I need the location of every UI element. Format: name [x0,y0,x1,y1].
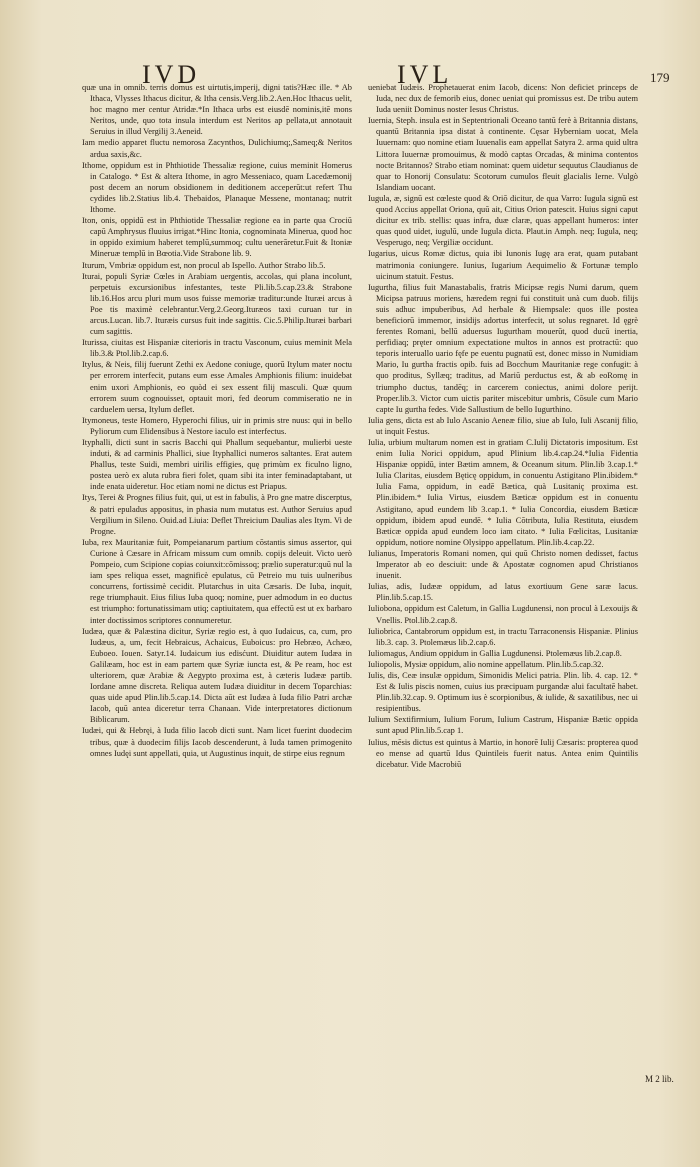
dictionary-entry: Iturum, Vmbriæ oppidum est, non procul ab Ispello. Author Strabo lib.5. [82,260,326,270]
dictionary-entry: Iuliomagus, Andium oppidum in Gallia Lugdunensi. Ptolemæus lib.2.cap.8. [368,648,622,658]
dictionary-entry: quæ una in omnib. terris domus est uirtutis,imperij, digni tatis?Hæc ille. * Ab Ithaca, Vlysses Ithacus dicitur, & Itha censis.Verg.lib.2.Aen.Hoc Ithacus uelit, hoc magno mer centur Atridæ.*In Ithaca urbs est eiusdē nominis,itē mons Neritos, unde, quo tota insula interdum est Neritos ap pellata,ut annotauit Seruius in illud Vergilij 3.Aeneid. [82,83,352,137]
dictionary-entry: Itymoneus, teste Homero, Hyperochi filius, uir in primis stre nuus: qui in bello Pyliorum cum Elidensibus à Nestore iaculo est interfectus. [82,415,352,436]
right-column [368,82,638,1087]
dictionary-entry: Itylus, & Neis, filij fuerunt Zethi ex Aedone coniuge, quorū Itylum mater noctu per errorem interfecit, putans eum esse Amales Amphionis filium: inuidebat enim uxori Amphionis, eo quòd ei sex essent filij masculi. Quæ quum errorem suum cognouisset, optauit mori, fed deorum commiseratio ne in carduelem uersa, Itylum deflet. [82,360,352,414]
dictionary-entry: Iudæi, qui & Hebręi, à Iuda filio Iacob dicti sunt. Nam licet fuerint duodecim tribus, quæ à duodecim filijs Iacob descenderunt, à Iuda tamen primogenito omnes Iudęi sunt appellati, quia, ut Augustinus inquit, de stirpe eius regnum [82,726,352,758]
dictionary-entry: ueniebat Iudæis. Prophetauerat enim Iacob, dicens: Non deficiet princeps de Iuda, nec dux de femorib eius, donec ueniat qui promissus est. De tribu autem Iuda ueniit Dominus noster Iesus Christus. [368,83,638,115]
dictionary-entry: Iam medio apparet fluctu nemorosa Zacynthos, Dulichiumq;,Sameq;& Neritos ardua saxis,&c. [82,138,352,159]
dictionary-entry: Iudæa, quæ & Palæstina dicitur, Syriæ regio est, à quo Iudaicus, ca, cum, pro Iudæus, a, um, fecit Hebraicus, Achaicus, Euboicus: pro Hebræo, Achæo, Euboeo. Iouen. Satyr.14. Iudaicum ius edisćunt. Diuiditur autem Iudæa in Galilæam, hoc est in eam partem quæ Syriæ iuncta est, & Pe ream, hoc est ulteriorem, quæ Arabiæ & Aegypto proxima est, à cæteris Iudææ partib. Iordane amne discreta. Reliqua autem Iudæa diuiditur in decem Toparchias: quas uide apud Plin.lib.5.cap.14. Dicta aūt est Iudæa à Iuda filio Patri archæ Iacob, quū antea diceretur terra Chanaan. Vide interpretatores dictionum Biblicarum. [82,626,352,725]
dictionary-entry: Iulianus, Imperatoris Romani nomen, qui quū Christo nomen dedisset, factus Imperator ab eo desciuit: unde & Apostatæ cognomen apud Christianos inuenit. [368,548,638,581]
dictionary-entry: Iuliopolis, Mysiæ oppidum, alio nomine appellatum. Plin.lib.5.cap.32. [368,659,604,669]
dictionary-entry: Ithome, oppidum est in Phthiotide Thessaliæ regione, cuius meminit Homerus in Catalogo. * Est & altera Ithome, in agro Messeniaco, quam Lacedæmonij post decem an norum obsidionem in deditionem acceperūt:ut refert Thu cydides lib.2.Statius lib.4. Thebaidos, Planaque Messene, montanaq; nutrit Ithome. [82,160,352,215]
header-left: IVD [142,60,201,89]
dictionary-entry: Iulia, urbium multarum nomen est in gratiam C.Iulij Dictatoris impositum. Est enim Iulia Norici oppidum, apud Plinium lib.4.cap.24.*Iulia Fidentia Hispaniæ oppidū, inter Bætim amnem, & Oceanum situm. Plin.lib 3.cap.1.* Iulia Claritas, eiusdem Bęticę oppidum, in conuentu Astigitano Plin.ibidem.* Iulia Fama, oppidum, in eadē Bætica, quà Lusitaniç proxima est. Plin.ibidem.* Iulia Virtus, eiusdem Bæticæ oppidum est in conuentu Astigitano, apud eundem lib 3.cap.1. * Iulia Concordia, eiusdem Bæticæ oppidum, ibidem apud eundē. * Iulia Cōtributa, Iulia Restituta, eiusdem Bæticæ oppida apud eundem loco iam citato. * Iulia Fœlicitas, Lusitaniæ oppidum, notiore nomine Olysippo appellatum. Plin.lib.4.cap.22. [368,438,638,547]
dictionary-entry: Iturissa, ciuitas est Hispaniæ citerioris in tractu Vasconum, cuius meminit Mela lib.3.& Ptol.lib.2.cap.6. [82,338,352,359]
catchword: M 2 lib. [645,1074,674,1084]
dictionary-entry: Ityphalli, dicti sunt in sacris Bacchi qui Phallum sequebantur, mulierbi ueste induti, & ad carminis Phallici, siue Ityphallici numeros saltantes. Erat autem Phallus, teste Suidi, membri uirilis effigies, quę primùm ex ficulno ligno, postea uerò ex aluta rubra fieri folet, quam sibi ita inter feminadaptabant, ut inde enata uideretur. Hoc etiam nomi ne dictus est Priapus. [82,438,352,492]
dictionary-entry: Iuliobrica, Cantabrorum oppidum est, in tractu Tarraconensis Hispaniæ. Plinius lib.3. cap. 3. Ptolemæus lib.2.cap.6. [368,626,638,647]
dictionary-entry: Iuliobona, oppidum est Caletum, in Gallia Lugdunensi, non procul à Lexouijs & Vnellis. Ptol.lib.2.cap.8. [368,604,638,625]
dictionary-entry: Iton, onis, oppidū est in Phthiotide Thessaliæ regione ea in parte qua Crociū capū Amphrysus fluuius irrigat.*Hinc Itonia, cognominata Minerua, quod hoc in oppido eximium haberet templū,summoq; cultu uenerāretur.Fuit & Itoniæ Mineruæ templū in Bœotia.Vide Strabone lib. 9. [82,216,352,259]
dictionary-entry: Iulia gens, dicta est ab Iulo Ascanio Aeneæ filio, siue ab Iulo, Iuli Ascanij filio, ut inquit Festus. [368,415,638,436]
dictionary-entry: Itys, Terei & Prognes filius fuit, qui, ut est in fabulis, à Pro gne matre discerptus, & patri epuladus appositus, in phasia num mutatus est. Author Seruius apud Vergilium in Sileno. Ouid.ad Liuia: Deflet Threicium Daulias ales Itym. Vi de Progne. [82,493,352,536]
dictionary-entry: Iugula, æ, signū est cœleste quod & Oriō dicitur, de qua Varro: Iugula signū est quod Accius appellat Oriona, quū ait, Citius Orion patescit. Huius signi caput dicitur ex trib. stellis: quas infra, duæ claræ, quas appellant humeros: inter quas quod uidet, iugulū, unde Iugula dicta. Plaut.in Amph. neq; Iugula, neq; Vesperugo, neq; Vergiliæ occidunt. [368,193,638,248]
dictionary-entry: Iturai, populi Syriæ Cœles in Arabiam uergentis, accolas, qui plana incolunt, perpetuis excursionibus infestantes, teste Pli.lib.5.cap.23.& Strabone lib.16.Hos arcu pluri mum usos fuisse memoriæ traditur:unde Ituræi arcus à Poe tis maximè celebrantur.Verg.2.Georg.Ituræos taxi curuan tur in arcus.Lucan. lib.7. Ituræis cursus fuit inde sagittis. Cic.5.Philip.Ituræi barbari cum sagittis. [82,271,352,337]
left-column [82,82,352,1087]
dictionary-entry: Iulium Sextifirmium, Iulium Forum, Iulium Castrum, Hispaniæ Bætic oppida sunt apud Plin.lib.5.cap 1. [368,715,638,736]
page-number: 179 [650,70,670,85]
dictionary-entry: Iulis, dis, Ceæ insulæ oppidum, Simonidis Melici patria. Plin. lib. 4. cap. 12. * Est & Iulis piscis nomen, cuius ius præcipuam purgandæ alui facultatē habet. Plin.lib.32.cap. 9. Optimum ius è scorpionibus, & iulide, & saxatilibus, nec ui resipientibus. [368,670,638,714]
dictionary-entry: Iulius, mēsis dictus est quintus à Martio, in honorē Iulij Cæsaris: propterea quod eo mense ad quartū Idus Quintileis fuerit natus. Antea enim Quintilis dicebatur. Vide Macrobiū [368,737,638,769]
dictionary-entry: Iulias, adis, Iudææ oppidum, ad latus exortiuum Gene saræ lacus. Plin.lib.5.cap.15. [368,582,638,603]
header-right: IVL [397,60,453,89]
dictionary-entry: Iuernia, Steph. insula est in Septentrionali Oceano tantū ferè à Britannia distans, quantū Britannia ipsa distat à continente. Cęsar Hyberniam uocat, Mela Iuuernam: quo nomine etiam Iuuenalis eam appellat Satyra 2. arma quid ultra Littora Iuuernæ promouimus, & modò captas Orcadas, & minima contentos nocte Britannos? Strabo etiam nominat: quem uidetur sequutus Claudianus de quar to Honorij Consulatu: Scotorum cumulos fleuit glacialis Ierne. Vulgò Islandiam uocant. [368,116,638,192]
dictionary-entry: Iuba, rex Mauritaniæ fuit, Pompeianarum partium cōstantis simus assertor, qui Curione à Cæsare in Africam missum cum omnib. copijs deleuit. Victo uerò Pompeio, cum Scipione copias coiunxit:cōmissoq; prælio superatur:quū nul la iam spes reliqua esset, magnificè epulatus, cū Petreio mu tuis uulneribus concurrens, fortissimè cecidit. Plutarchus in uita Cæsaris. De Iuba, inquit, rege triumphauit. Eius filius Iuba quoq; nomine, puer admodum in eo ductus est triumpho: fortunatissimam utiq; captiuitatem, qua effectū est ut ex barbaro inter doctissimos scriptores connumeretur. [82,537,352,625]
dictionary-entry: Iugurtha, filius fuit Manastabalis, fratris Micipsæ regis Numi darum, quem Micipsa patruus moriens, hæredem regni fui constituit unà cum duob. filijs suis adhuc impuberibus, Ad herbale & Hiempsale: quos ille postea beneficiorū immemor, insidijs adortus interfecit, ut solus regnaret. Id ęgrè ferentes Romani, bellū aduersus Iugurtham mouerūt, quod ducū inertia, perfidiaq; pręter omnium expectatione multos in annos est protractū: quo teporis interuallo uario fęfe pe euentu pugnatū est, donec misso in Numidiam Mario, Iu gurtha fractis opib. fuis ad Bocchum Mauritaniæ rege confugit: à quo proditus, Syllæq; traditus, ad Mariū perductus est, & ab eoRomę in triumpho ductus, tandēq; in carcerem coniectus, animi dolore perijt. Proper.lib.3. Victor cum uictis pariter miscebitur umbris, Cōsule cum Mario capte Iu gurtha fedes. Vide Sallustium de bello Iugurthino. [368,282,638,414]
dictionary-entry: Iugarius, uicus Romæ dictus, quia ibi Iunonis Iugę ara erat, quam putabant matrimonia coniungere. Iunius, Iugarium Aequimelio & Fortunæ templo uicinum statuit. Festus. [368,249,638,281]
